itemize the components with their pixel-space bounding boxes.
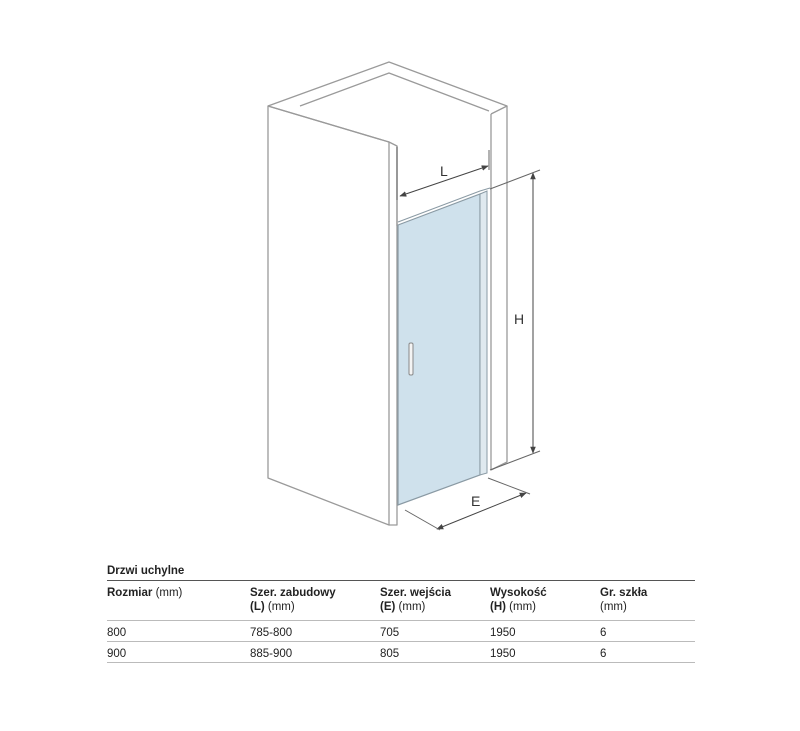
table-header-row xyxy=(107,581,695,620)
header-height: Wysokość (H) (mm) xyxy=(490,587,547,613)
door-handle xyxy=(409,343,413,375)
entry-label: E xyxy=(471,493,481,509)
cell-glass-thickness: 6 xyxy=(600,648,607,660)
table-caption: Drzwi uchylne xyxy=(107,565,185,577)
header-entry-width: Szer. wejścia (E) (mm) xyxy=(380,587,451,613)
cell-build-width: 885-900 xyxy=(250,648,293,660)
cell-glass-thickness: 6 xyxy=(600,627,607,639)
spec-table xyxy=(107,562,695,663)
cell-height: 1950 xyxy=(490,627,516,639)
header-build-width: Szer. zabudowy (L) (mm) xyxy=(250,587,336,613)
cell-height: 1950 xyxy=(490,648,516,660)
cell-entry-width: 805 xyxy=(380,648,400,660)
cell-size: 900 xyxy=(107,648,127,660)
header-size: Rozmiar (mm) xyxy=(107,587,183,599)
height-label: H xyxy=(514,311,525,327)
width-label: L xyxy=(440,163,448,179)
table-row xyxy=(107,621,695,641)
table-bottom-rule xyxy=(107,662,695,663)
cell-entry-width: 705 xyxy=(380,627,400,639)
header-glass-thickness: Gr. szkła (mm) xyxy=(600,587,648,613)
cell-build-width: 785-800 xyxy=(250,627,293,639)
cell-size: 800 xyxy=(107,627,127,639)
glass-door xyxy=(398,188,490,505)
table-row xyxy=(107,642,695,662)
